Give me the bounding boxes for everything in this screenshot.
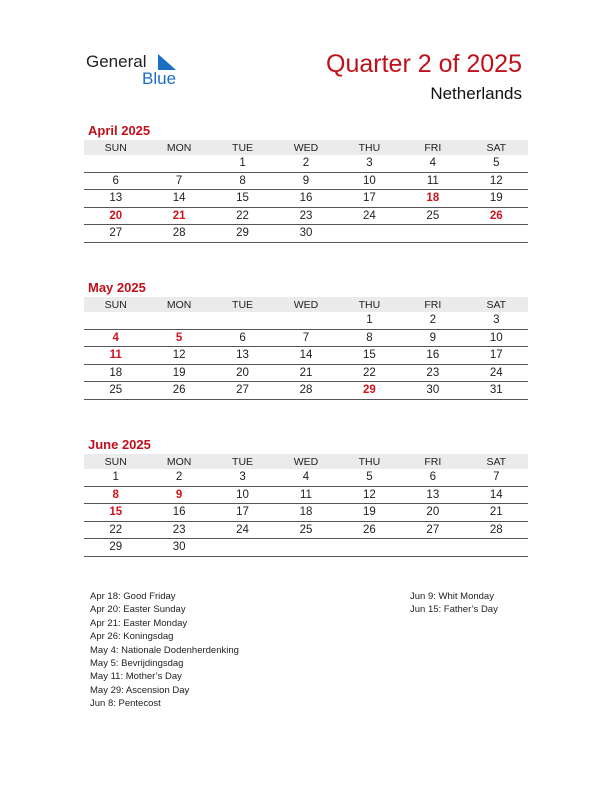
day-cell bbox=[211, 312, 274, 329]
week-row bbox=[84, 172, 528, 190]
day-cell: 16 bbox=[274, 190, 337, 208]
day-cell bbox=[147, 312, 210, 329]
day-cell: 11 bbox=[84, 347, 147, 365]
day-cell: 10 bbox=[465, 329, 528, 347]
day-cell: 24 bbox=[465, 364, 528, 382]
weekday-label: WED bbox=[274, 454, 337, 469]
day-cell bbox=[274, 312, 337, 329]
day-cell: 1 bbox=[211, 155, 274, 172]
holiday-entry: Jun 15: Father’s Day bbox=[410, 604, 498, 616]
day-cell: 15 bbox=[211, 190, 274, 208]
weekday-label: FRI bbox=[401, 454, 464, 469]
month-may bbox=[84, 280, 528, 400]
day-cell: 14 bbox=[274, 347, 337, 365]
day-cell: 6 bbox=[211, 329, 274, 347]
day-cell: 12 bbox=[147, 347, 210, 365]
day-cell: 24 bbox=[211, 521, 274, 539]
day-cell: 13 bbox=[84, 190, 147, 208]
day-cell: 14 bbox=[147, 190, 210, 208]
day-cell: 11 bbox=[401, 172, 464, 190]
week-row bbox=[84, 225, 528, 243]
day-cell: 16 bbox=[147, 504, 210, 522]
day-cell: 12 bbox=[338, 486, 401, 504]
day-cell: 24 bbox=[338, 207, 401, 225]
day-cell: 7 bbox=[465, 469, 528, 486]
day-cell: 5 bbox=[465, 155, 528, 172]
day-cell bbox=[401, 539, 464, 557]
weekday-label: SAT bbox=[465, 140, 528, 155]
day-cell: 16 bbox=[401, 347, 464, 365]
day-cell: 6 bbox=[401, 469, 464, 486]
day-cell: 10 bbox=[338, 172, 401, 190]
weekday-label: THU bbox=[338, 454, 401, 469]
day-cell: 20 bbox=[211, 364, 274, 382]
day-cell: 9 bbox=[274, 172, 337, 190]
month-title: May 2025 bbox=[88, 280, 146, 295]
day-cell: 28 bbox=[147, 225, 210, 243]
day-cell: 9 bbox=[401, 329, 464, 347]
weekday-label: MON bbox=[147, 454, 210, 469]
week-row bbox=[84, 207, 528, 225]
logo-flag-icon bbox=[158, 54, 176, 70]
day-cell: 18 bbox=[274, 504, 337, 522]
holiday-entry: May 5: Bevrijdingsdag bbox=[90, 658, 184, 670]
day-cell: 8 bbox=[338, 329, 401, 347]
day-cell: 17 bbox=[338, 190, 401, 208]
day-cell: 19 bbox=[338, 504, 401, 522]
day-cell: 28 bbox=[465, 521, 528, 539]
day-cell bbox=[84, 155, 147, 172]
holiday-entry: Apr 18: Good Friday bbox=[90, 591, 176, 602]
week-row bbox=[84, 155, 528, 172]
day-cell: 22 bbox=[211, 207, 274, 225]
week-row bbox=[84, 504, 528, 522]
day-cell: 27 bbox=[211, 382, 274, 400]
day-cell: 23 bbox=[401, 364, 464, 382]
day-cell: 20 bbox=[84, 207, 147, 225]
day-cell: 3 bbox=[338, 155, 401, 172]
day-cell: 29 bbox=[211, 225, 274, 243]
day-cell: 19 bbox=[465, 190, 528, 208]
weekday-label: SUN bbox=[84, 140, 147, 155]
day-cell: 29 bbox=[338, 382, 401, 400]
holiday-entry: Apr 21: Easter Monday bbox=[90, 617, 188, 629]
day-cell: 12 bbox=[465, 172, 528, 190]
weekday-header-row bbox=[84, 140, 528, 155]
week-row bbox=[84, 347, 528, 365]
weekday-label: MON bbox=[147, 297, 210, 312]
week-row bbox=[84, 329, 528, 347]
day-cell: 21 bbox=[465, 504, 528, 522]
day-cell: 6 bbox=[84, 172, 147, 190]
holiday-entry: May 11: Mother’s Day bbox=[90, 671, 182, 683]
day-cell: 19 bbox=[147, 364, 210, 382]
day-cell: 27 bbox=[401, 521, 464, 539]
day-cell: 15 bbox=[84, 504, 147, 522]
day-cell: 30 bbox=[401, 382, 464, 400]
day-cell: 25 bbox=[84, 382, 147, 400]
weekday-label: FRI bbox=[401, 140, 464, 155]
day-cell: 3 bbox=[211, 469, 274, 486]
day-cell: 22 bbox=[338, 364, 401, 382]
holiday-entry: Apr 20: Easter Sunday bbox=[90, 604, 186, 616]
calendar-table bbox=[84, 454, 528, 557]
weekday-header-row bbox=[84, 454, 528, 469]
weekday-label: WED bbox=[274, 140, 337, 155]
page-title: Quarter 2 of 2025 bbox=[326, 50, 522, 78]
week-row bbox=[84, 382, 528, 400]
day-cell: 23 bbox=[147, 521, 210, 539]
calendar-table bbox=[84, 140, 528, 243]
week-row bbox=[84, 190, 528, 208]
day-cell: 26 bbox=[465, 207, 528, 225]
day-cell: 17 bbox=[211, 504, 274, 522]
day-cell: 4 bbox=[84, 329, 147, 347]
day-cell: 20 bbox=[401, 504, 464, 522]
day-cell: 2 bbox=[401, 312, 464, 329]
holiday-entry: May 4: Nationale Dodenherdenking bbox=[90, 644, 239, 656]
day-cell: 23 bbox=[274, 207, 337, 225]
day-cell: 4 bbox=[401, 155, 464, 172]
day-cell: 11 bbox=[274, 486, 337, 504]
day-cell bbox=[84, 312, 147, 329]
day-cell: 21 bbox=[274, 364, 337, 382]
weekday-header-row bbox=[84, 297, 528, 312]
holiday-entry: Apr 26: Koningsdag bbox=[90, 631, 174, 643]
day-cell: 1 bbox=[84, 469, 147, 486]
logo-text-blue: Blue bbox=[142, 69, 177, 88]
weekday-label: FRI bbox=[401, 297, 464, 312]
day-cell: 18 bbox=[401, 190, 464, 208]
weekday-label: TUE bbox=[211, 140, 274, 155]
day-cell: 25 bbox=[401, 207, 464, 225]
day-cell: 13 bbox=[211, 347, 274, 365]
day-cell: 2 bbox=[274, 155, 337, 172]
week-row bbox=[84, 521, 528, 539]
day-cell: 9 bbox=[147, 486, 210, 504]
day-cell: 25 bbox=[274, 521, 337, 539]
week-row bbox=[84, 539, 528, 557]
month-june bbox=[84, 437, 528, 557]
day-cell: 31 bbox=[465, 382, 528, 400]
day-cell: 7 bbox=[147, 172, 210, 190]
country-name: Netherlands bbox=[430, 84, 522, 103]
month-title: April 2025 bbox=[88, 123, 151, 138]
month-april bbox=[84, 123, 528, 243]
weekday-label: SUN bbox=[84, 454, 147, 469]
week-row bbox=[84, 469, 528, 486]
holiday-list-right bbox=[410, 590, 498, 617]
day-cell: 27 bbox=[84, 225, 147, 243]
weekday-label: TUE bbox=[211, 297, 274, 312]
day-cell: 22 bbox=[84, 521, 147, 539]
calendar-table bbox=[84, 297, 528, 400]
weekday-label: THU bbox=[338, 297, 401, 312]
day-cell bbox=[147, 155, 210, 172]
weekday-label: THU bbox=[338, 140, 401, 155]
weekday-label: WED bbox=[274, 297, 337, 312]
weekday-label: SAT bbox=[465, 454, 528, 469]
day-cell bbox=[338, 225, 401, 243]
day-cell: 15 bbox=[338, 347, 401, 365]
week-row bbox=[84, 486, 528, 504]
day-cell: 5 bbox=[147, 329, 210, 347]
weekday-label: MON bbox=[147, 140, 210, 155]
day-cell: 26 bbox=[338, 521, 401, 539]
day-cell bbox=[211, 539, 274, 557]
day-cell: 2 bbox=[147, 469, 210, 486]
day-cell: 5 bbox=[338, 469, 401, 486]
logo-text-general: General bbox=[86, 52, 147, 71]
holiday-list-left bbox=[90, 590, 239, 711]
day-cell: 7 bbox=[274, 329, 337, 347]
day-cell: 13 bbox=[401, 486, 464, 504]
day-cell: 10 bbox=[211, 486, 274, 504]
day-cell: 4 bbox=[274, 469, 337, 486]
day-cell: 8 bbox=[211, 172, 274, 190]
holiday-entry: Jun 9: Whit Monday bbox=[410, 591, 494, 602]
holiday-entry: May 29: Ascension Day bbox=[90, 684, 190, 696]
day-cell: 17 bbox=[465, 347, 528, 365]
day-cell bbox=[274, 539, 337, 557]
day-cell: 3 bbox=[465, 312, 528, 329]
day-cell: 8 bbox=[84, 486, 147, 504]
day-cell: 26 bbox=[147, 382, 210, 400]
day-cell bbox=[465, 225, 528, 243]
day-cell: 28 bbox=[274, 382, 337, 400]
day-cell: 29 bbox=[84, 539, 147, 557]
week-row bbox=[84, 364, 528, 382]
day-cell: 1 bbox=[338, 312, 401, 329]
day-cell bbox=[338, 539, 401, 557]
brand-logo bbox=[86, 52, 196, 92]
day-cell: 18 bbox=[84, 364, 147, 382]
week-row bbox=[84, 312, 528, 329]
day-cell bbox=[401, 225, 464, 243]
weekday-label: SUN bbox=[84, 297, 147, 312]
day-cell: 30 bbox=[147, 539, 210, 557]
day-cell: 30 bbox=[274, 225, 337, 243]
day-cell: 21 bbox=[147, 207, 210, 225]
weekday-label: SAT bbox=[465, 297, 528, 312]
weekday-label: TUE bbox=[211, 454, 274, 469]
day-cell: 14 bbox=[465, 486, 528, 504]
holiday-entry: Jun 8: Pentecost bbox=[90, 698, 161, 710]
month-title: June 2025 bbox=[88, 437, 151, 452]
day-cell bbox=[465, 539, 528, 557]
